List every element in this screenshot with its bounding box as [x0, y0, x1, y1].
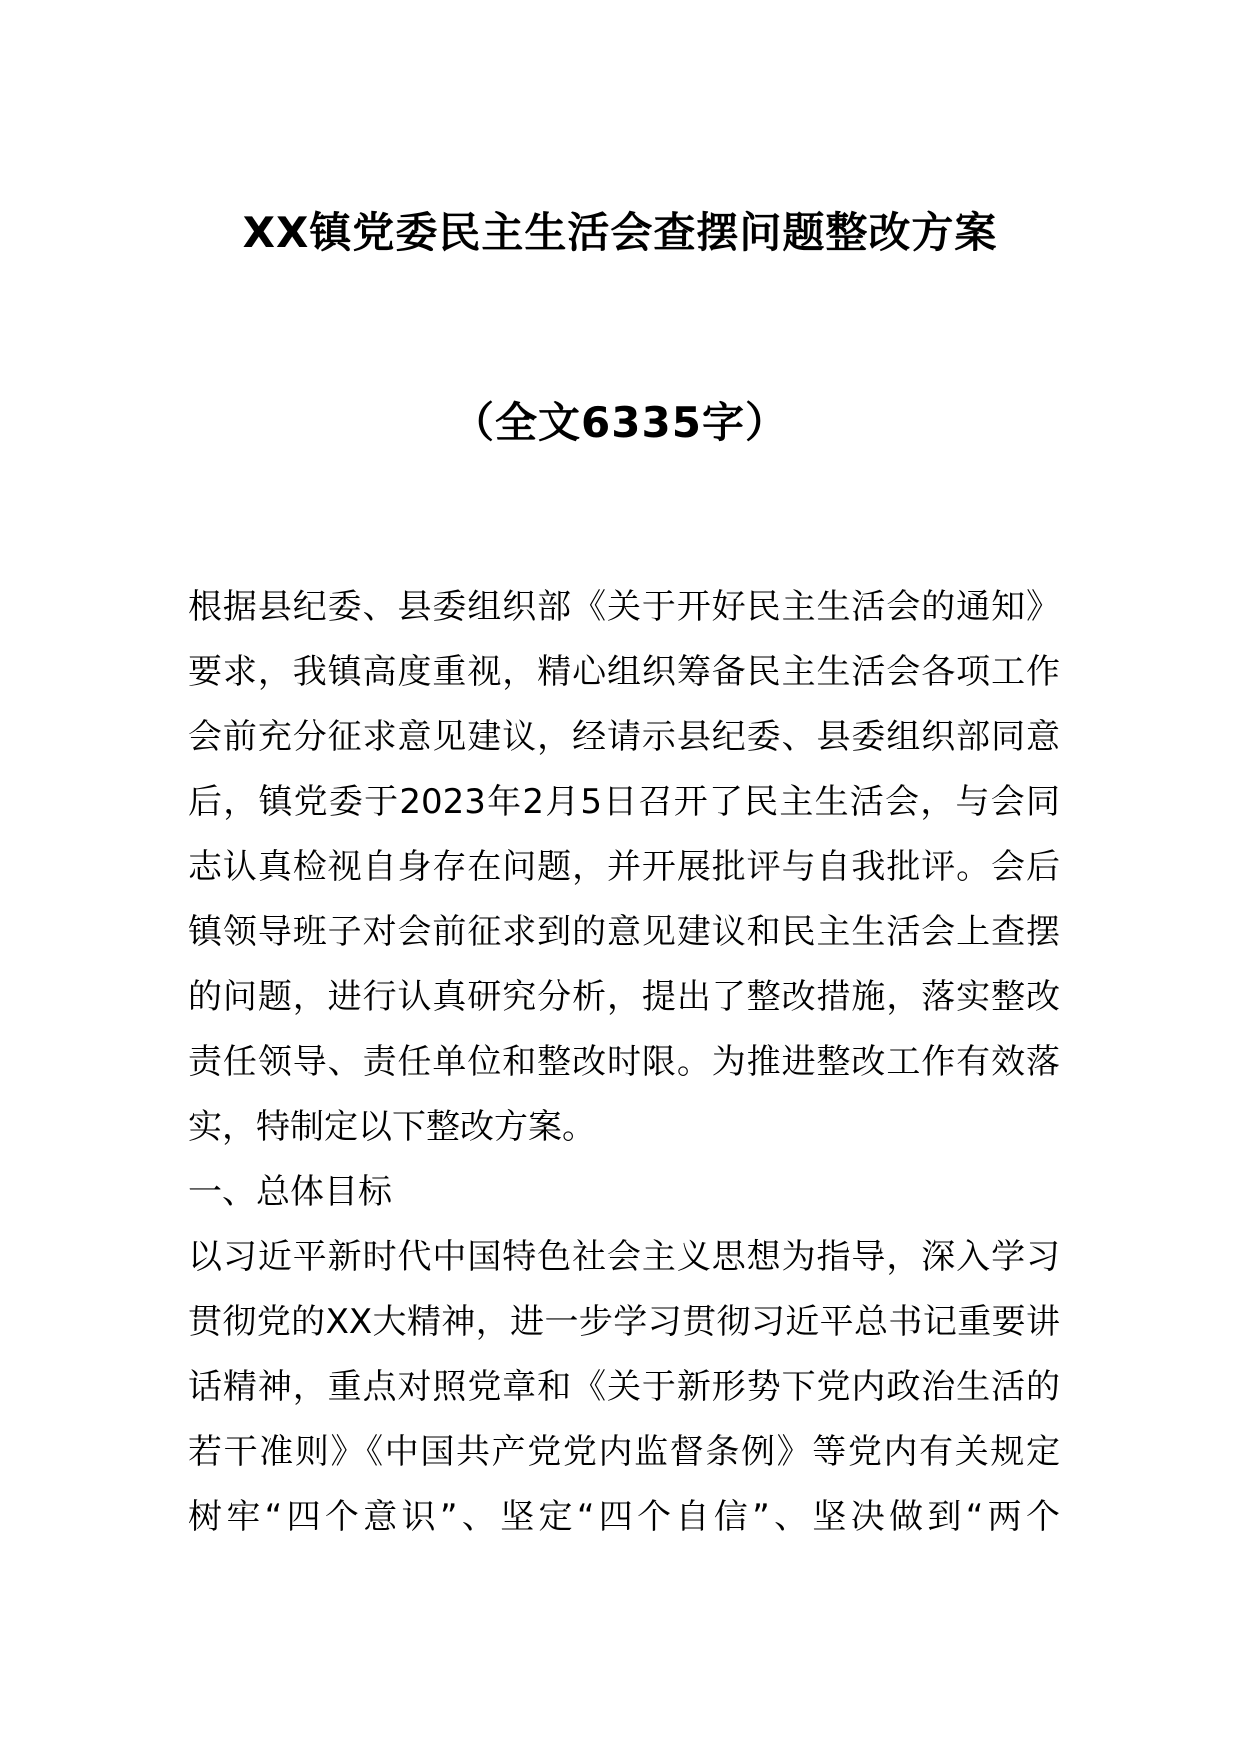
paragraph-line: 责任领导、责任单位和整改时限。为推进整改工作有效落 — [188, 1042, 1060, 1082]
paragraph-line: 若干准则》《中国共产党党内监督条例》等党内有关规定 — [188, 1432, 1060, 1472]
paragraph-line: 志认真检视自身存在问题，并开展批评与自我批评。会后 — [188, 847, 1060, 887]
paragraph-line: 根据县纪委、县委组织部《关于开好民主生活会的通知》 — [188, 587, 1060, 627]
document-subtitle: （全文6335字） — [452, 398, 788, 447]
paragraph-line: 的问题，进行认真研究分析，提出了整改措施，落实整改 — [188, 977, 1060, 1017]
document-body — [188, 575, 1060, 1550]
paragraph-line: 后，镇党委于2023年2月5日召开了民主生活会，与会同 — [188, 782, 1060, 822]
paragraph-line: 以习近平新时代中国特色社会主义思想为指导，深入学习 — [188, 1237, 1060, 1277]
section-heading: 一、总体目标 — [188, 1172, 392, 1212]
paragraph-line: 实，特制定以下整改方案。 — [188, 1107, 596, 1147]
paragraph-line: 镇领导班子对会前征求到的意见建议和民主生活会上查摆 — [188, 912, 1060, 952]
paragraph-line: 话精神，重点对照党章和《关于新形势下党内政治生活的 — [188, 1367, 1060, 1407]
document-title: XX镇党委民主生活会查摆问题整改方案 — [242, 208, 998, 257]
paragraph-line: 树牢“四个意识”、坚定“四个自信”、坚决做到“两个 — [188, 1497, 1060, 1537]
paragraph-line: 会前充分征求意见建议，经请示县纪委、县委组织部同意 — [188, 717, 1060, 757]
paragraph-line: 贯彻党的XX大精神，进一步学习贯彻习近平总书记重要讲 — [188, 1302, 1060, 1342]
paragraph-line: 要求，我镇高度重视，精心组织筹备民主生活会各项工作 — [188, 652, 1060, 692]
